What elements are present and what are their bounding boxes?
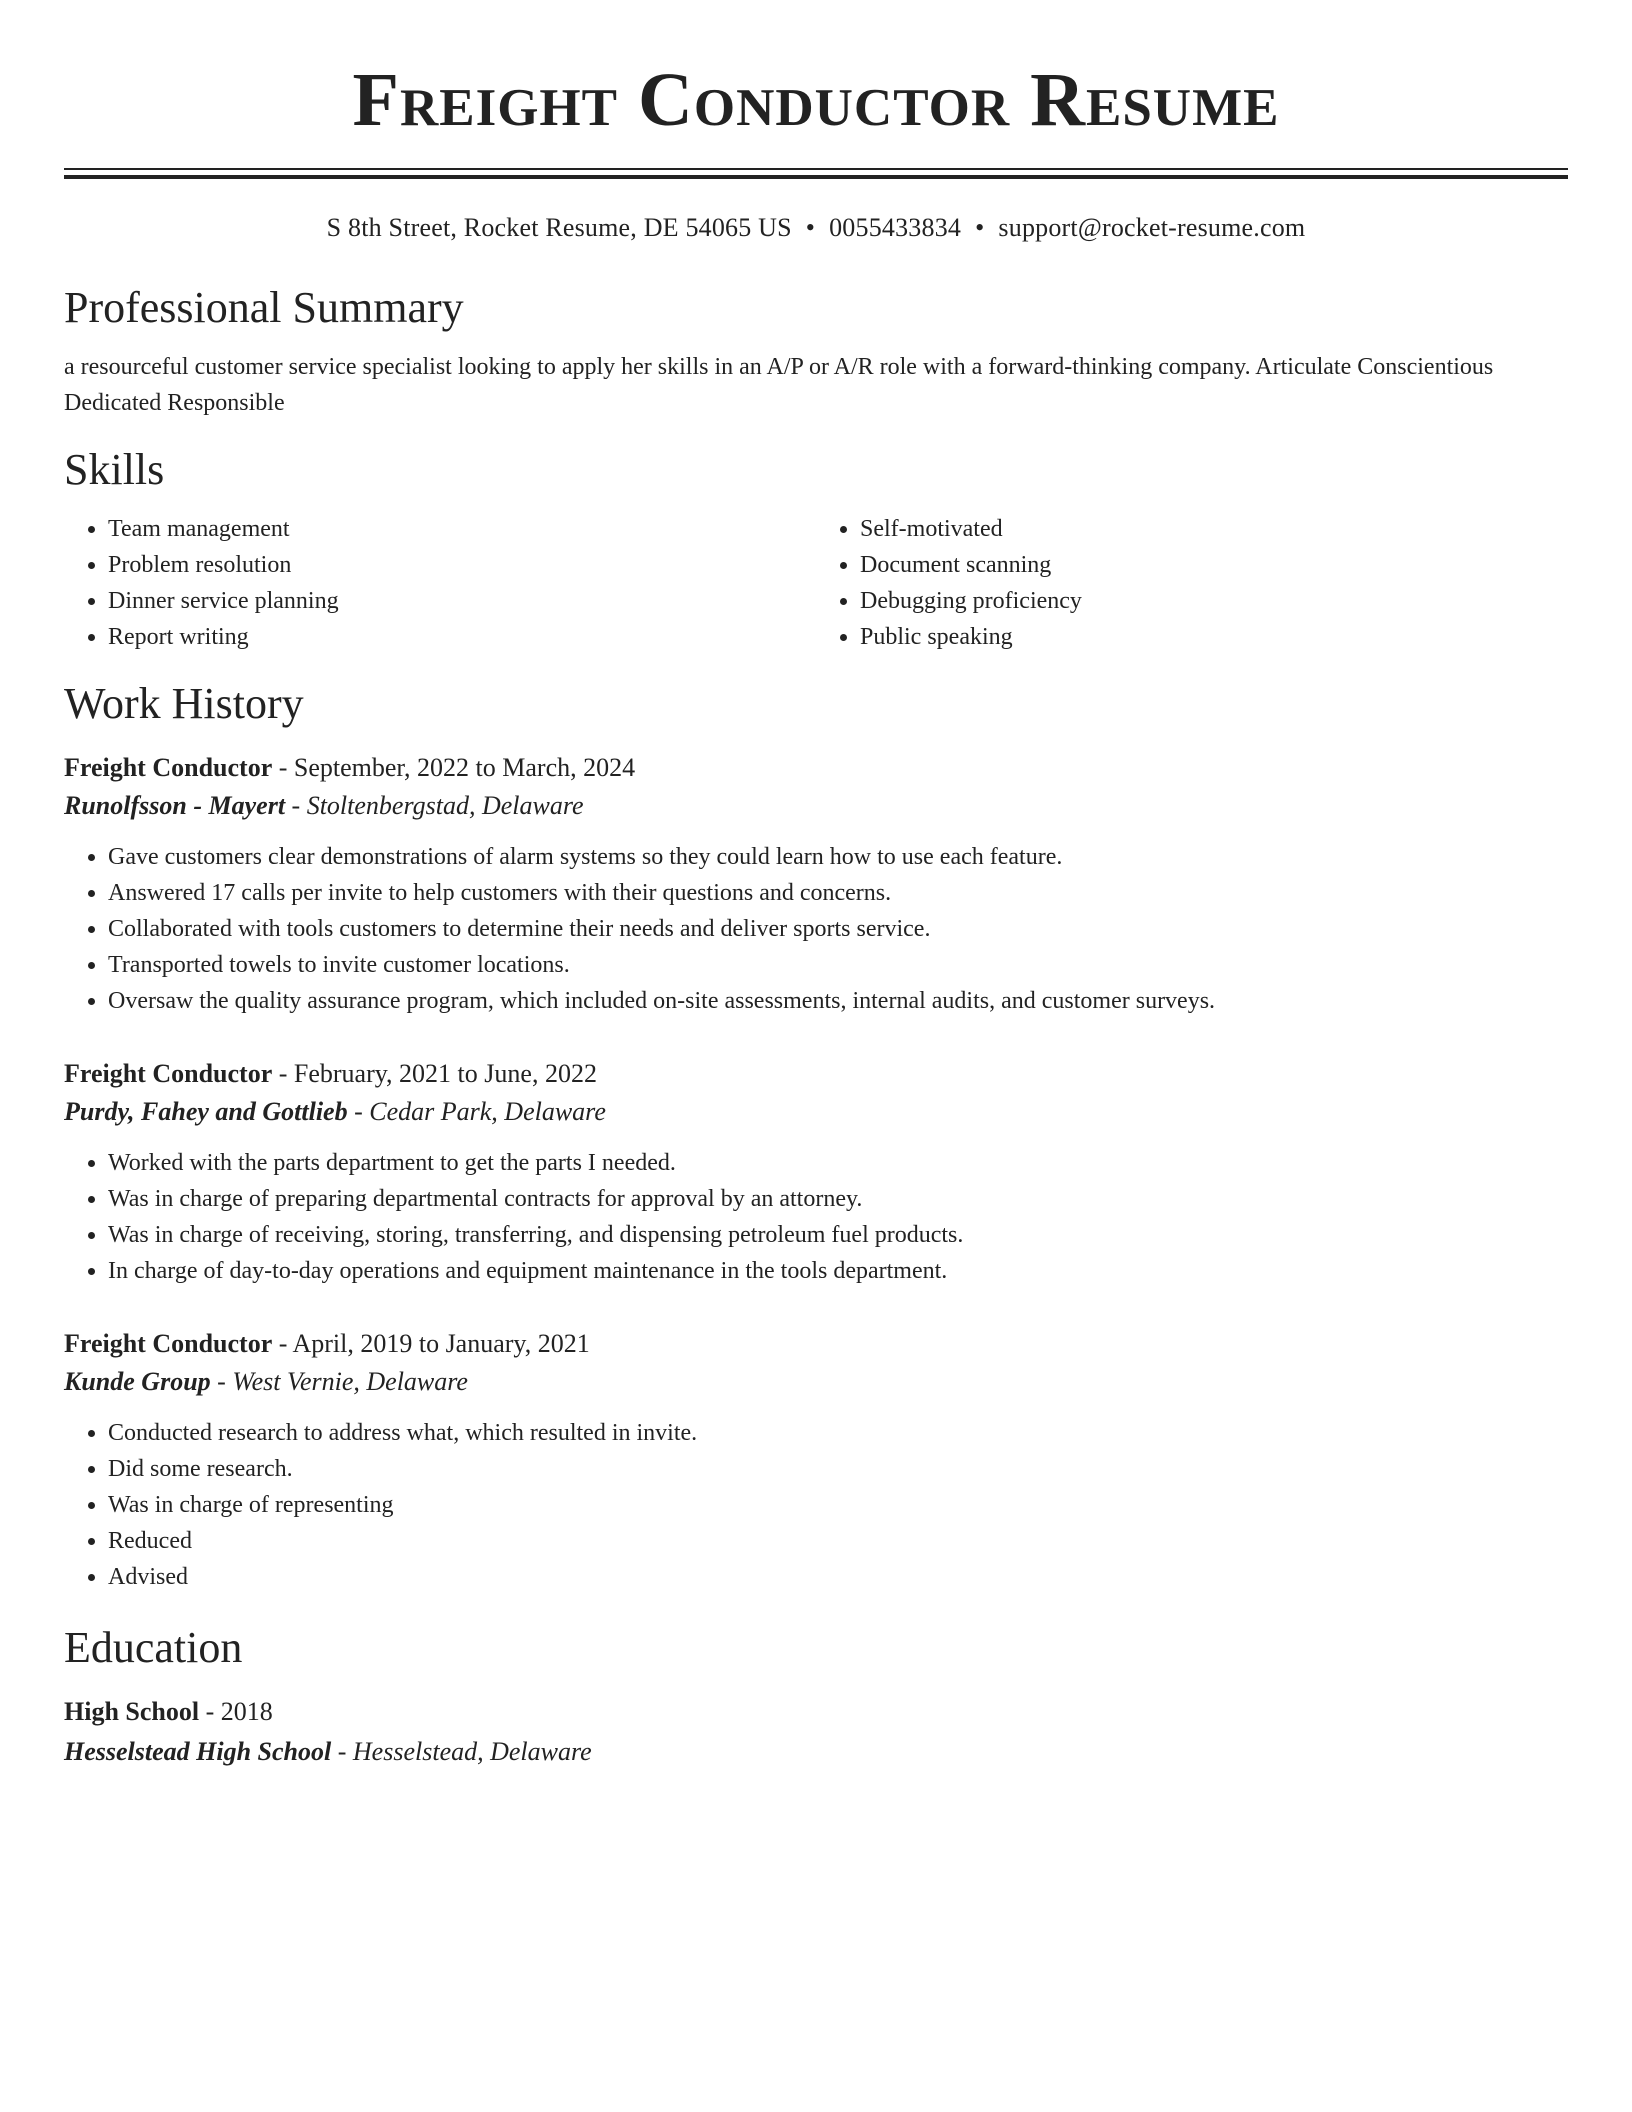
skills-section <box>64 443 1568 655</box>
job-title-line <box>64 1325 1568 1363</box>
job-bullet: • Was in charge of receiving, storing, transferring, and dispensing petroleum fuel products. <box>108 1217 1568 1253</box>
job-title: Freight Conductor <box>64 1329 273 1358</box>
degree-year: - 2018 <box>199 1697 273 1726</box>
summary-text: a resourceful customer service specialist looking to apply her skills in an A/P or A/R role with a forward-thinking company. Articulate Conscientious Dedicated Responsible <box>64 354 1494 416</box>
education-heading: Education <box>64 1623 243 1672</box>
job-dates: - September, 2022 to March, 2024 <box>272 753 636 782</box>
contact-address: S 8th Street, Rocket Resume, DE 54065 US <box>326 213 792 242</box>
job-dates: - February, 2021 to June, 2022 <box>272 1059 597 1088</box>
summary-heading: Professional Summary <box>64 283 464 332</box>
skill-item: • Dinner service planning <box>108 583 816 619</box>
school-name: Hesselstead High School <box>64 1737 332 1766</box>
job-title-line <box>64 1055 1568 1093</box>
skills-columns <box>64 511 1568 655</box>
skill-item: • Self-motivated <box>860 511 1568 547</box>
school-line <box>64 1733 1568 1771</box>
job-bullet: • Answered 17 calls per invite to help customers with their questions and concerns. <box>108 875 1568 911</box>
job-bullets <box>64 1415 1568 1595</box>
job-title: Freight Conductor <box>64 1059 273 1088</box>
employer-line <box>64 1363 1568 1401</box>
job-bullet: • Worked with the parts department to get the parts I needed. <box>108 1145 1568 1181</box>
summary-section <box>64 281 1568 421</box>
job-bullets <box>64 839 1568 1019</box>
job-bullet: • Reduced <box>108 1523 1568 1559</box>
job-bullet: • In charge of day-to-day operations and equipment maintenance in the tools department. <box>108 1253 1568 1289</box>
employer-location: - Cedar Park, Delaware <box>347 1097 606 1126</box>
job-title: Freight Conductor <box>64 753 273 782</box>
job-bullet: • Was in charge of preparing departmental contracts for approval by an attorney. <box>108 1181 1568 1217</box>
job-entry <box>64 749 1568 1019</box>
skills-list-left <box>64 511 816 655</box>
skill-item: • Report writing <box>108 619 816 655</box>
work-history-heading: Work History <box>64 679 304 728</box>
education-section <box>64 1621 1568 1771</box>
job-bullet: • Oversaw the quality assurance program, which included on-site assessments, internal audits, and customer surveys. <box>108 983 1568 1019</box>
skill-item: • Document scanning <box>860 547 1568 583</box>
skill-item: • Debugging proficiency <box>860 583 1568 619</box>
skills-heading: Skills <box>64 445 165 494</box>
job-bullet: • Was in charge of representing <box>108 1487 1568 1523</box>
job-bullets <box>64 1145 1568 1289</box>
contact-separator: • <box>805 213 816 242</box>
degree-line <box>64 1693 1568 1731</box>
employer-name: Runolfsson - Mayert <box>64 791 286 820</box>
title-divider-thick <box>64 175 1568 179</box>
skill-item: • Team management <box>108 511 816 547</box>
employer-name: Kunde Group <box>64 1367 211 1396</box>
skills-list-right <box>816 511 1568 655</box>
employer-line <box>64 1093 1568 1131</box>
job-bullet: • Gave customers clear demonstrations of alarm systems so they could learn how to use each feature. <box>108 839 1568 875</box>
work-history-section <box>64 677 1568 1595</box>
employer-name: Purdy, Fahey and Gottlieb <box>64 1097 348 1126</box>
degree-name: High School <box>64 1697 200 1726</box>
skill-item: • Public speaking <box>860 619 1568 655</box>
job-entry <box>64 1325 1568 1595</box>
page-title: Freight Conductor Resume <box>352 58 1280 142</box>
job-bullet: • Transported towels to invite customer locations. <box>108 947 1568 983</box>
education-entry <box>64 1693 1568 1771</box>
employer-location: - West Vernie, Delaware <box>210 1367 468 1396</box>
job-bullet: • Conducted research to address what, which resulted in invite. <box>108 1415 1568 1451</box>
job-dates: - April, 2019 to January, 2021 <box>272 1329 590 1358</box>
skill-item: • Problem resolution <box>108 547 816 583</box>
contact-phone: 0055433834 <box>829 213 962 242</box>
employer-location: - Stoltenbergstad, Delaware <box>285 791 584 820</box>
job-entry <box>64 1055 1568 1289</box>
employer-line <box>64 787 1568 825</box>
job-bullet: • Collaborated with tools customers to determine their needs and deliver sports service. <box>108 911 1568 947</box>
title-divider-thin <box>64 168 1568 170</box>
job-title-line <box>64 749 1568 787</box>
job-bullet: • Advised <box>108 1559 1568 1595</box>
contact-email: support@rocket-resume.com <box>998 213 1306 242</box>
contact-separator: • <box>975 213 985 242</box>
contact-line <box>64 211 1568 245</box>
school-location: - Hesselstead, Delaware <box>331 1737 592 1766</box>
job-bullet: • Did some research. <box>108 1451 1568 1487</box>
